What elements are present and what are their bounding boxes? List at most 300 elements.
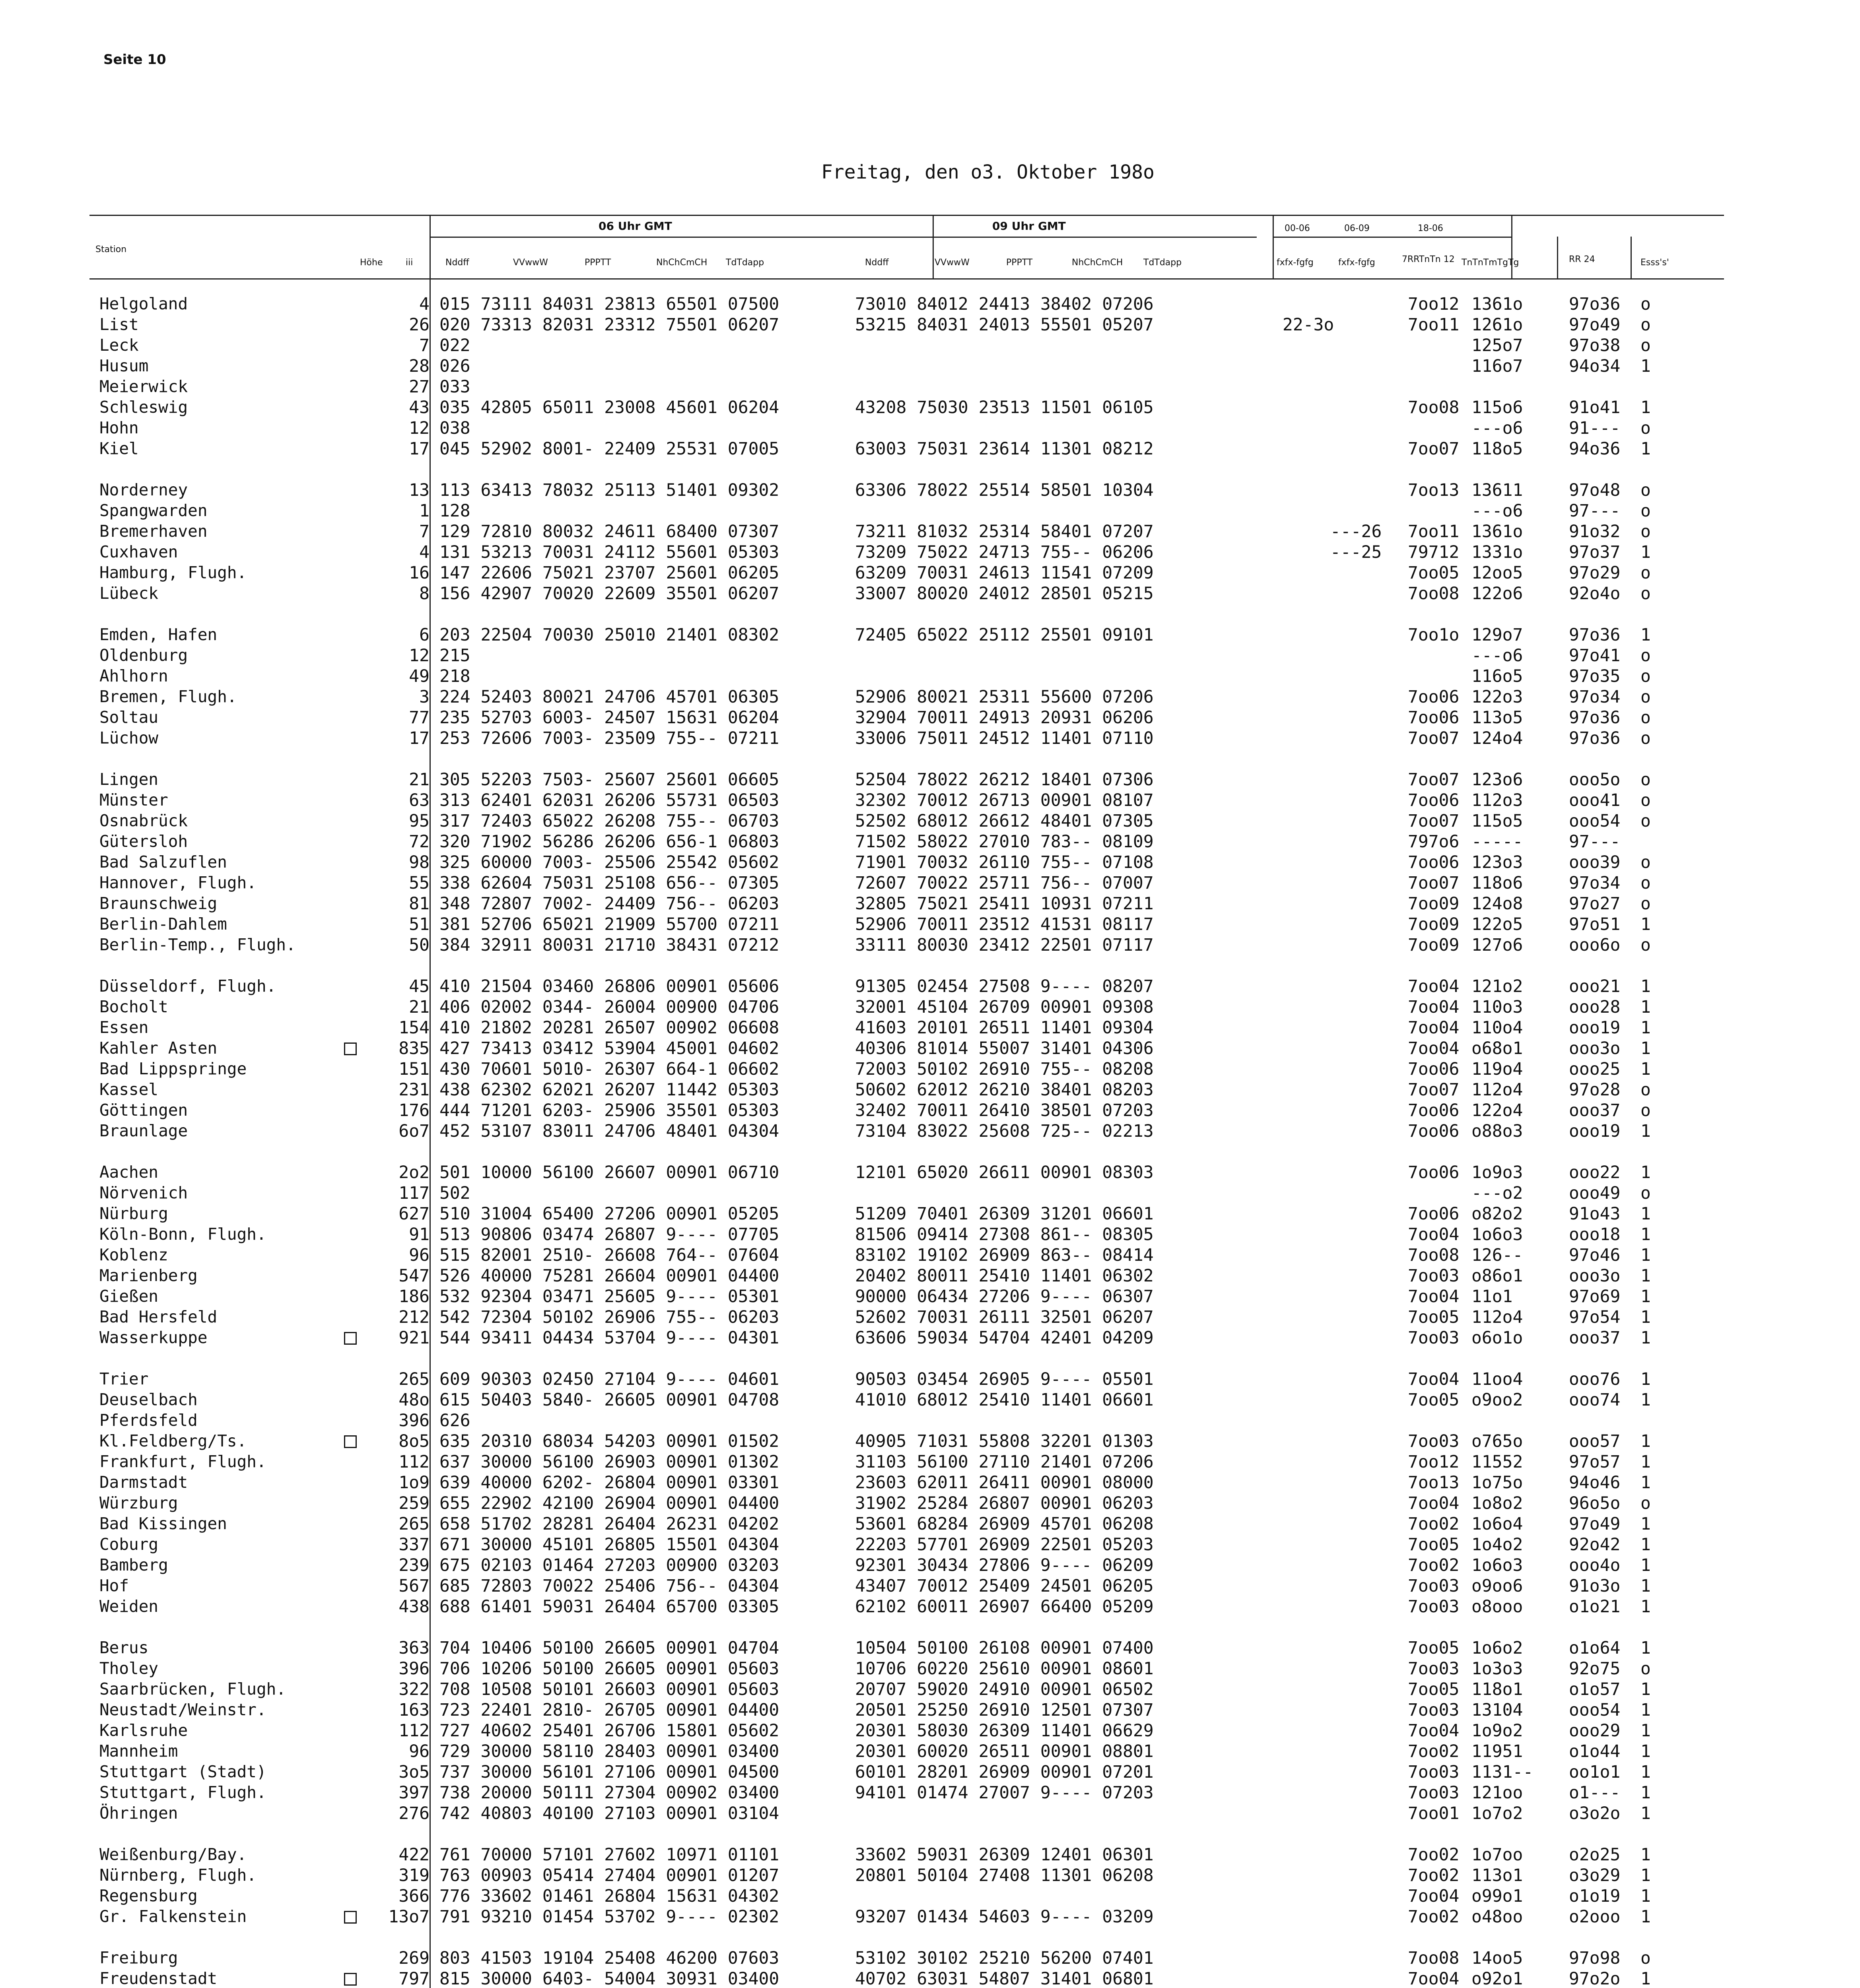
temperature-group: o92o1 bbox=[1471, 1969, 1523, 1988]
obs-06-gmt: 022 bbox=[439, 336, 470, 355]
obs-09-gmt: 62102 60011 26907 66400 05209 bbox=[855, 1597, 1154, 1617]
obs-09-gmt: 33602 59031 26309 12401 06301 bbox=[855, 1845, 1154, 1865]
precip-temp-group: 7oo06 bbox=[1408, 687, 1460, 707]
table-row bbox=[89, 1783, 1724, 1804]
temperature-group: o48oo bbox=[1471, 1907, 1523, 1927]
station-name: Weißenburg/Bay. bbox=[99, 1845, 247, 1864]
obs-06-gmt: 542 72304 50102 26906 755-- 06203 bbox=[439, 1307, 779, 1327]
obs-06-gmt: 513 90806 03474 26807 9---- 07705 bbox=[439, 1225, 779, 1244]
rr-24: 97o2o bbox=[1569, 1969, 1621, 1988]
station-height: 77 bbox=[409, 708, 430, 728]
obs-09-gmt: 41603 20101 26511 11401 09304 bbox=[855, 1018, 1154, 1038]
rr-24: 91o41 bbox=[1569, 398, 1621, 417]
rr-24: ooo3o bbox=[1569, 1266, 1621, 1286]
snow-group: 1 bbox=[1640, 1163, 1651, 1182]
rr-24: o1o64 bbox=[1569, 1638, 1621, 1658]
snow-group: 1 bbox=[1640, 1762, 1651, 1782]
table-spacer bbox=[89, 1617, 1724, 1638]
snow-group: 1 bbox=[1640, 1245, 1651, 1265]
obs-09-gmt: 32805 75021 25411 10931 07211 bbox=[855, 894, 1154, 914]
obs-06-gmt: 128 bbox=[439, 501, 470, 521]
station-height: 112 bbox=[398, 1721, 430, 1741]
snow-group: 1 bbox=[1640, 1039, 1651, 1058]
obs-06-gmt: 348 72807 7002- 24409 756-- 06203 bbox=[439, 894, 779, 914]
station-name: Norderney bbox=[99, 480, 188, 499]
station-height: 396 bbox=[398, 1411, 430, 1431]
snow-group: o bbox=[1640, 728, 1651, 748]
precip-temp-group: 7oo05 bbox=[1408, 1307, 1460, 1327]
header-station: Station bbox=[95, 245, 127, 254]
station-height: 26 bbox=[409, 315, 430, 335]
station-height: 265 bbox=[398, 1514, 430, 1534]
station-name: Hof bbox=[99, 1576, 129, 1595]
table-row bbox=[89, 1969, 1724, 1988]
snow-group: 1 bbox=[1640, 1514, 1651, 1534]
obs-06-gmt: 727 40602 25401 26706 15801 05602 bbox=[439, 1721, 779, 1741]
mountain-station-icon bbox=[344, 1043, 357, 1055]
table-row bbox=[89, 1638, 1724, 1659]
station-name: Schleswig bbox=[99, 398, 188, 417]
precip-temp-group: 7oo04 bbox=[1408, 1886, 1460, 1906]
precip-temp-group: 7oo07 bbox=[1408, 728, 1460, 748]
station-name: Stuttgart (Stadt) bbox=[99, 1762, 266, 1781]
station-name: Mannheim bbox=[99, 1741, 178, 1761]
precip-temp-group: 7oo02 bbox=[1408, 1845, 1460, 1865]
temperature-group: 125o7 bbox=[1471, 336, 1523, 355]
snow-group: o bbox=[1640, 935, 1651, 955]
temperature-group: 112o4 bbox=[1471, 1080, 1523, 1100]
rr-24: ooo57 bbox=[1569, 1431, 1621, 1451]
station-height: 6o7 bbox=[398, 1121, 430, 1141]
obs-09-gmt: 72003 50102 26910 755-- 08208 bbox=[855, 1059, 1154, 1079]
temperature-group: o86o1 bbox=[1471, 1266, 1523, 1286]
obs-06-gmt: 156 42907 70020 22609 35501 06207 bbox=[439, 584, 779, 604]
table-row bbox=[89, 666, 1724, 687]
rr-24: o1--- bbox=[1569, 1783, 1621, 1803]
station-name: Karlsruhe bbox=[99, 1721, 188, 1740]
obs-09-gmt: 10706 60220 25610 00901 08601 bbox=[855, 1659, 1154, 1679]
obs-09-gmt: 51209 70401 26309 31201 06601 bbox=[855, 1204, 1154, 1224]
obs-06-gmt: 384 32911 80031 21710 38431 07212 bbox=[439, 935, 779, 955]
obs-09-gmt: 73104 83022 25608 725-- 02213 bbox=[855, 1121, 1154, 1141]
rr-24: 97o54 bbox=[1569, 1307, 1621, 1327]
rr-24: ooo76 bbox=[1569, 1369, 1621, 1389]
temperature-group: 13104 bbox=[1471, 1700, 1523, 1720]
station-name: Kiel bbox=[99, 439, 139, 458]
station-name: Göttingen bbox=[99, 1101, 188, 1120]
station-name: List bbox=[99, 315, 139, 334]
temperature-group: 1o4o2 bbox=[1471, 1535, 1523, 1555]
station-name: Tholey bbox=[99, 1659, 159, 1678]
rr-24: ooo18 bbox=[1569, 1225, 1621, 1244]
header-td-09: TdTdapp bbox=[1143, 258, 1182, 268]
precip-temp-group: 7oo13 bbox=[1408, 1473, 1460, 1493]
rr-24: o3o29 bbox=[1569, 1866, 1621, 1885]
temperature-group: o9oo2 bbox=[1471, 1390, 1523, 1410]
station-name: Braunlage bbox=[99, 1121, 188, 1140]
table-row bbox=[89, 1266, 1724, 1287]
temperature-group: 1o6o2 bbox=[1471, 1638, 1523, 1658]
rr-24: 92o75 bbox=[1569, 1659, 1621, 1679]
gust-06-09: ---26 bbox=[1330, 522, 1382, 542]
snow-group: 1 bbox=[1640, 1225, 1651, 1244]
temperature-group: ---o2 bbox=[1471, 1183, 1523, 1203]
obs-06-gmt: 510 31004 65400 27206 00901 05205 bbox=[439, 1204, 779, 1224]
precip-temp-group: 7oo07 bbox=[1408, 811, 1460, 831]
station-name: Stuttgart, Flugh. bbox=[99, 1783, 266, 1802]
temperature-group: 116o5 bbox=[1471, 666, 1523, 686]
table-row bbox=[89, 977, 1724, 997]
rr-24: 92o4o bbox=[1569, 584, 1621, 604]
station-name: Marienberg bbox=[99, 1266, 198, 1285]
station-name: Darmstadt bbox=[99, 1473, 188, 1492]
rr-24: 97o34 bbox=[1569, 687, 1621, 707]
temperature-group: o68o1 bbox=[1471, 1039, 1523, 1058]
station-height: 4 bbox=[419, 542, 430, 562]
table-row bbox=[89, 439, 1724, 460]
obs-09-gmt: 94101 01474 27007 9---- 07203 bbox=[855, 1783, 1154, 1803]
temperature-group: 118o1 bbox=[1471, 1679, 1523, 1699]
rr-24: 97o35 bbox=[1569, 666, 1621, 686]
temperature-group: 1261o bbox=[1471, 315, 1523, 335]
table-row bbox=[89, 584, 1724, 604]
station-height: 51 bbox=[409, 914, 430, 934]
temperature-group: ---o6 bbox=[1471, 646, 1523, 666]
precip-temp-group: 7oo06 bbox=[1408, 852, 1460, 872]
header-vvwww-09: VVwwW bbox=[935, 258, 970, 268]
precip-temp-group: 7oo08 bbox=[1408, 584, 1460, 604]
station-name: Lübeck bbox=[99, 584, 159, 603]
obs-06-gmt: 704 10406 50100 26605 00901 04704 bbox=[439, 1638, 779, 1658]
table-row bbox=[89, 336, 1724, 356]
snow-group: o bbox=[1640, 894, 1651, 914]
rr-24: 97o69 bbox=[1569, 1287, 1621, 1307]
snow-group: o bbox=[1640, 666, 1651, 686]
snow-group: 1 bbox=[1640, 1473, 1651, 1493]
station-height: 7 bbox=[419, 522, 430, 542]
temperature-group: 115o6 bbox=[1471, 398, 1523, 417]
station-name: Frankfurt, Flugh. bbox=[99, 1452, 266, 1471]
station-name: Kassel bbox=[99, 1080, 159, 1099]
station-height: 176 bbox=[398, 1101, 430, 1120]
rr-24: 94o34 bbox=[1569, 356, 1621, 376]
obs-06-gmt: 803 41503 19104 25408 46200 07603 bbox=[439, 1948, 779, 1968]
station-height: 154 bbox=[398, 1018, 430, 1038]
temperature-group: 13611 bbox=[1471, 480, 1523, 500]
precip-temp-group: 7oo03 bbox=[1408, 1783, 1460, 1803]
obs-09-gmt: 72405 65022 25112 25501 09101 bbox=[855, 625, 1154, 645]
obs-06-gmt: 815 30000 6403- 54004 30931 03400 bbox=[439, 1969, 779, 1988]
station-height: 231 bbox=[398, 1080, 430, 1100]
precip-temp-group: 7oo06 bbox=[1408, 1121, 1460, 1141]
snow-group: 1 bbox=[1640, 1679, 1651, 1699]
temperature-group: 1o7o2 bbox=[1471, 1804, 1523, 1823]
obs-06-gmt: 626 bbox=[439, 1411, 470, 1431]
station-height: 337 bbox=[398, 1535, 430, 1555]
obs-06-gmt: 305 52203 7503- 25607 25601 06605 bbox=[439, 770, 779, 790]
obs-06-gmt: 325 60000 7003- 25506 25542 05602 bbox=[439, 852, 779, 872]
station-name: Hamburg, Flugh. bbox=[99, 563, 247, 582]
station-name: Braunschweig bbox=[99, 894, 218, 913]
obs-06-gmt: 729 30000 58110 28403 00901 03400 bbox=[439, 1741, 779, 1761]
station-height: 319 bbox=[398, 1866, 430, 1885]
precip-temp-group: 7oo03 bbox=[1408, 1659, 1460, 1679]
table-row bbox=[89, 1700, 1724, 1721]
station-height: 259 bbox=[398, 1493, 430, 1513]
obs-09-gmt: 53215 84031 24013 55501 05207 bbox=[855, 315, 1154, 335]
temperature-group: 129o7 bbox=[1471, 625, 1523, 645]
temperature-group: 11oo4 bbox=[1471, 1369, 1523, 1389]
snow-group: o bbox=[1640, 687, 1651, 707]
snow-group: 1 bbox=[1640, 1638, 1651, 1658]
obs-06-gmt: 129 72810 80032 24611 68400 07307 bbox=[439, 522, 779, 542]
temperature-group: 1o6o4 bbox=[1471, 1514, 1523, 1534]
temperature-group: 124o4 bbox=[1471, 728, 1523, 748]
precip-temp-group: 7oo04 bbox=[1408, 1369, 1460, 1389]
header-c4: TnTnTmTgTg bbox=[1462, 258, 1519, 268]
temperature-group: 126-- bbox=[1471, 1245, 1523, 1265]
station-height: 265 bbox=[398, 1369, 430, 1389]
temperature-group: 113o5 bbox=[1471, 708, 1523, 728]
temperature-group: o6o1o bbox=[1471, 1328, 1523, 1348]
obs-09-gmt: 20301 58030 26309 11401 06629 bbox=[855, 1721, 1154, 1741]
rr-24: ooo19 bbox=[1569, 1018, 1621, 1038]
rr-24: ooo37 bbox=[1569, 1328, 1621, 1348]
obs-06-gmt: 637 30000 56100 26903 00901 01302 bbox=[439, 1452, 779, 1472]
header-range2: 06-09 bbox=[1344, 223, 1370, 233]
obs-06-gmt: 655 22902 42100 26904 00901 04400 bbox=[439, 1493, 779, 1513]
precip-temp-group: 7oo13 bbox=[1408, 480, 1460, 500]
obs-09-gmt: 53102 30102 25210 56200 07401 bbox=[855, 1948, 1154, 1968]
obs-09-gmt: 91305 02454 27508 9---- 08207 bbox=[855, 977, 1154, 996]
temperature-group: 1o9o3 bbox=[1471, 1163, 1523, 1182]
table-row bbox=[89, 480, 1724, 501]
snow-group: 1 bbox=[1640, 1535, 1651, 1555]
obs-06-gmt: 338 62604 75031 25108 656-- 07305 bbox=[439, 873, 779, 893]
table-spacer bbox=[89, 956, 1724, 977]
snow-group: o bbox=[1640, 522, 1651, 542]
mountain-station-icon bbox=[344, 1332, 357, 1345]
gust-00-06: 22-3o bbox=[1283, 315, 1334, 335]
temperature-group: 11552 bbox=[1471, 1452, 1523, 1472]
obs-06-gmt: 427 73413 03412 53904 45001 04602 bbox=[439, 1039, 779, 1058]
table-spacer bbox=[89, 1928, 1724, 1948]
obs-06-gmt: 706 10206 50100 26605 00901 05603 bbox=[439, 1659, 779, 1679]
temperature-group: 124o8 bbox=[1471, 894, 1523, 914]
station-name: Freudenstadt bbox=[99, 1969, 218, 1988]
temperature-group: 121oo bbox=[1471, 1783, 1523, 1803]
station-height: 63 bbox=[409, 790, 430, 810]
precip-temp-group: 7oo06 bbox=[1408, 790, 1460, 810]
obs-09-gmt: 63003 75031 23614 11301 08212 bbox=[855, 439, 1154, 459]
table-row bbox=[89, 1204, 1724, 1225]
station-height: 7 bbox=[419, 336, 430, 355]
rr-24: ooo37 bbox=[1569, 1101, 1621, 1120]
station-name: Gießen bbox=[99, 1287, 159, 1306]
table-row bbox=[89, 687, 1724, 708]
station-name: Spangwarden bbox=[99, 501, 208, 520]
mountain-station-icon bbox=[344, 1911, 357, 1924]
precip-temp-group: 7oo05 bbox=[1408, 1679, 1460, 1699]
obs-09-gmt: 52906 80021 25311 55600 07206 bbox=[855, 687, 1154, 707]
table-row bbox=[89, 563, 1724, 584]
snow-group: 1 bbox=[1640, 356, 1651, 376]
header-nddff-06: Nddff bbox=[445, 258, 469, 268]
precip-temp-group: 7oo06 bbox=[1408, 1101, 1460, 1120]
station-name: Osnabrück bbox=[99, 811, 188, 830]
header-nddff-09: Nddff bbox=[865, 258, 889, 268]
snow-group: o bbox=[1640, 336, 1651, 355]
table-spacer bbox=[89, 460, 1724, 480]
station-height: 422 bbox=[398, 1845, 430, 1865]
precip-temp-group: 7oo02 bbox=[1408, 1555, 1460, 1575]
station-name: Bad Lippspringe bbox=[99, 1059, 247, 1078]
obs-06-gmt: 438 62302 62021 26207 11442 05303 bbox=[439, 1080, 779, 1100]
precip-temp-group: 7oo03 bbox=[1408, 1597, 1460, 1617]
obs-09-gmt: 73209 75022 24713 755-- 06206 bbox=[855, 542, 1154, 562]
precip-temp-group: 7oo08 bbox=[1408, 1948, 1460, 1968]
precip-temp-group: 7oo03 bbox=[1408, 1576, 1460, 1596]
precip-temp-group: 7oo03 bbox=[1408, 1762, 1460, 1782]
station-height: 276 bbox=[398, 1804, 430, 1823]
rr-24: 91o3o bbox=[1569, 1576, 1621, 1596]
station-height: 27 bbox=[409, 377, 430, 397]
obs-06-gmt: 515 82001 2510- 26608 764-- 07604 bbox=[439, 1245, 779, 1265]
station-name: Bremerhaven bbox=[99, 522, 208, 541]
station-height: 21 bbox=[409, 770, 430, 790]
snow-group: o bbox=[1640, 315, 1651, 335]
station-name: Bad Kissingen bbox=[99, 1514, 227, 1533]
station-height: 48o bbox=[398, 1390, 430, 1410]
precip-temp-group: 7oo09 bbox=[1408, 935, 1460, 955]
temperature-group: o88o3 bbox=[1471, 1121, 1523, 1141]
obs-09-gmt: 83102 19102 26909 863-- 08414 bbox=[855, 1245, 1154, 1265]
rr-24: 97o29 bbox=[1569, 563, 1621, 583]
station-height: 363 bbox=[398, 1638, 430, 1658]
rr-24: 97o41 bbox=[1569, 646, 1621, 666]
temperature-group: 1o6o3 bbox=[1471, 1555, 1523, 1575]
station-name: Saarbrücken, Flugh. bbox=[99, 1679, 286, 1699]
station-height: 21 bbox=[409, 997, 430, 1017]
temperature-group: 1131-- bbox=[1471, 1762, 1533, 1782]
obs-09-gmt: 90503 03454 26905 9---- 05501 bbox=[855, 1369, 1154, 1389]
table-row bbox=[89, 1659, 1724, 1679]
table-row bbox=[89, 852, 1724, 873]
obs-06-gmt: 113 63413 78032 25113 51401 09302 bbox=[439, 480, 779, 500]
station-height: 567 bbox=[398, 1576, 430, 1596]
station-height: 16 bbox=[409, 563, 430, 583]
snow-group: 1 bbox=[1640, 1576, 1651, 1596]
obs-09-gmt: 20301 60020 26511 00901 08801 bbox=[855, 1741, 1154, 1761]
obs-09-gmt: 33111 80030 23412 22501 07117 bbox=[855, 935, 1154, 955]
table-row bbox=[89, 1597, 1724, 1617]
obs-09-gmt: 71901 70032 26110 755-- 07108 bbox=[855, 852, 1154, 872]
snow-group: o bbox=[1640, 294, 1651, 314]
snow-group: o bbox=[1640, 480, 1651, 500]
station-height: 12 bbox=[409, 646, 430, 666]
rr-24: ooo29 bbox=[1569, 1721, 1621, 1741]
mountain-station-icon bbox=[344, 1435, 357, 1448]
table-row bbox=[89, 377, 1724, 398]
obs-09-gmt: 32001 45104 26709 00901 09308 bbox=[855, 997, 1154, 1017]
rr-24: 96o5o bbox=[1569, 1493, 1621, 1513]
table-row bbox=[89, 708, 1724, 728]
snow-group: o bbox=[1640, 770, 1651, 790]
snow-group: 1 bbox=[1640, 1452, 1651, 1472]
snow-group: 1 bbox=[1640, 1204, 1651, 1224]
station-name: Hohn bbox=[99, 418, 139, 437]
obs-06-gmt: 235 52703 6003- 24507 15631 06204 bbox=[439, 708, 779, 728]
obs-09-gmt: 50602 62012 26210 38401 08203 bbox=[855, 1080, 1154, 1100]
temperature-group: 115o5 bbox=[1471, 811, 1523, 831]
station-name: Wasserkuppe bbox=[99, 1328, 208, 1347]
precip-temp-group: 7oo04 bbox=[1408, 1493, 1460, 1513]
obs-09-gmt: 12101 65020 26611 00901 08303 bbox=[855, 1163, 1154, 1182]
snow-group: 1 bbox=[1640, 1390, 1651, 1410]
station-name: Essen bbox=[99, 1018, 149, 1037]
table-row bbox=[89, 1080, 1724, 1101]
table-row bbox=[89, 1452, 1724, 1473]
obs-06-gmt: 020 73313 82031 23312 75501 06207 bbox=[439, 315, 779, 335]
table-row bbox=[89, 1328, 1724, 1349]
obs-06-gmt: 502 bbox=[439, 1183, 470, 1203]
rr-24: 97o38 bbox=[1569, 336, 1621, 355]
table-row bbox=[89, 1555, 1724, 1576]
precip-temp-group: 7oo04 bbox=[1408, 997, 1460, 1017]
obs-09-gmt: 60101 28201 26909 00901 07201 bbox=[855, 1762, 1154, 1782]
station-height: 96 bbox=[409, 1741, 430, 1761]
obs-09-gmt: 40905 71031 55808 32201 01303 bbox=[855, 1431, 1154, 1451]
snow-group: o bbox=[1640, 852, 1651, 872]
station-height: 72 bbox=[409, 832, 430, 852]
rr-24: 97o49 bbox=[1569, 315, 1621, 335]
obs-06-gmt: 639 40000 6202- 26804 00901 03301 bbox=[439, 1473, 779, 1493]
header-vvwww-06: VVwwW bbox=[513, 258, 548, 268]
precip-temp-group: 7oo12 bbox=[1408, 294, 1460, 314]
station-name: Pferdsfeld bbox=[99, 1411, 198, 1430]
temperature-group: 122o5 bbox=[1471, 914, 1523, 934]
station-name: Helgoland bbox=[99, 294, 188, 313]
station-height: 4 bbox=[419, 294, 430, 314]
temperature-group: o765o bbox=[1471, 1431, 1523, 1451]
snow-group: 1 bbox=[1640, 1059, 1651, 1079]
station-height: 28 bbox=[409, 356, 430, 376]
precip-temp-group: 7oo04 bbox=[1408, 977, 1460, 996]
obs-06-gmt: 532 92304 03471 25605 9---- 05301 bbox=[439, 1287, 779, 1307]
rr-24: oo1o1 bbox=[1569, 1762, 1621, 1782]
snow-group: o bbox=[1640, 1659, 1651, 1679]
temperature-group: 1o7oo bbox=[1471, 1845, 1523, 1865]
precip-temp-group: 797o6 bbox=[1408, 832, 1460, 852]
obs-06-gmt: 501 10000 56100 26607 00901 06710 bbox=[439, 1163, 779, 1182]
obs-06-gmt: 685 72803 70022 25406 756-- 04304 bbox=[439, 1576, 779, 1596]
table-row bbox=[89, 790, 1724, 811]
station-name: Aachen bbox=[99, 1163, 159, 1182]
temperature-group: 121o2 bbox=[1471, 977, 1523, 996]
table-spacer bbox=[89, 1824, 1724, 1845]
rr-24: 94o46 bbox=[1569, 1473, 1621, 1493]
rr-24: ooo54 bbox=[1569, 1700, 1621, 1720]
precip-temp-group: 7oo04 bbox=[1408, 1039, 1460, 1058]
precip-temp-group: 7oo05 bbox=[1408, 1535, 1460, 1555]
snow-group: o bbox=[1640, 563, 1651, 583]
station-height: 45 bbox=[409, 977, 430, 996]
table-spacer bbox=[89, 604, 1724, 625]
precip-temp-group: 7oo03 bbox=[1408, 1431, 1460, 1451]
snow-group: 1 bbox=[1640, 1700, 1651, 1720]
rr-24: 94o36 bbox=[1569, 439, 1621, 459]
snow-group: 1 bbox=[1640, 625, 1651, 645]
